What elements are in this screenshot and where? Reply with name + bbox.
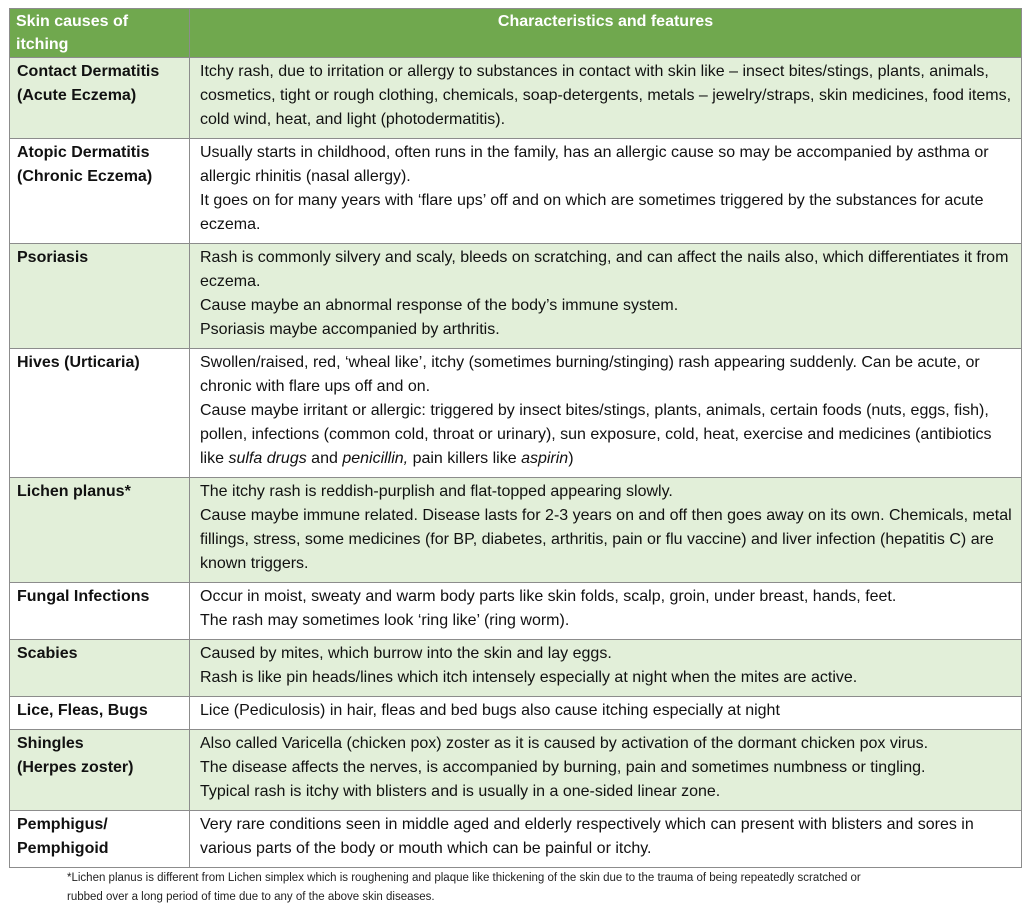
description-paragraph	[200, 642, 1015, 666]
description-paragraph	[200, 246, 1015, 294]
condition-name	[10, 640, 190, 697]
condition-description	[190, 244, 1022, 349]
table-row	[10, 811, 1022, 868]
condition-name	[10, 697, 190, 730]
description-paragraph	[200, 351, 1015, 399]
description-paragraph	[200, 294, 1015, 318]
table-row	[10, 139, 1022, 244]
description-paragraph	[200, 699, 1015, 723]
description-text: Occur in moist, sweaty and warm body parts like skin folds, scalp, groin, under breast, hands, feet.	[200, 588, 897, 605]
description-text: It goes on for many years with ‘flare ups’ off and on which are sometimes triggered by the substances for acute eczema.	[200, 192, 984, 233]
description-paragraph	[200, 141, 1015, 189]
condition-name	[10, 349, 190, 478]
description-text: Also called Varicella (chicken pox) zoster as it is caused by activation of the dormant chicken pox virus.	[200, 735, 929, 752]
table-row	[10, 349, 1022, 478]
header-row	[10, 9, 1022, 58]
description-paragraph	[200, 780, 1015, 804]
condition-name-line: Pemphigoid	[17, 840, 109, 857]
table-row	[10, 640, 1022, 697]
table-row	[10, 58, 1022, 139]
condition-name-line: (Acute Eczema)	[17, 87, 137, 104]
description-text: Rash is commonly silvery and scaly, bleeds on scratching, and can affect the nails also, which differentiates it from eczema.	[200, 249, 1009, 290]
condition-name-line: (Herpes zoster)	[17, 759, 134, 776]
description-text: Rash is like pin heads/lines which itch intensely especially at night when the mites are active.	[200, 669, 858, 686]
description-text: Itchy rash, due to irritation or allergy to substances in contact with skin like – insect bites/stings, plants, animals, cosmetics, tight or rough clothing, chemicals, soap-detergents, metals – jewelry/straps, skin medicines, food items, cold wind, heat, and light (photodermatitis).	[200, 63, 1012, 128]
condition-name-line: Atopic Dermatitis	[17, 144, 150, 161]
italic-drug-name: aspirin	[521, 450, 569, 467]
description-paragraph	[200, 609, 1015, 633]
condition-description	[190, 349, 1022, 478]
condition-description	[190, 697, 1022, 730]
description-text: Psoriasis maybe accompanied by arthritis.	[200, 321, 500, 338]
condition-name-line: Psoriasis	[17, 249, 89, 266]
description-paragraph	[200, 318, 1015, 342]
header-skin-causes: Skin causes of itching	[10, 9, 190, 58]
condition-description	[190, 58, 1022, 139]
description-paragraph	[200, 189, 1015, 237]
footnote: *Lichen planus is different from Lichen simplex which is roughening and plaque like thickening of the skin due to the trauma of being repeatedly scratched or rubbed over a long period of time due to any of the above skin diseases.	[67, 872, 861, 903]
condition-description	[190, 640, 1022, 697]
description-text: Lice (Pediculosis) in hair, fleas and bed bugs also cause itching especially at night	[200, 702, 780, 719]
condition-name	[10, 583, 190, 640]
condition-name-line: Shingles	[17, 735, 84, 752]
document	[9, 8, 1021, 907]
condition-name	[10, 58, 190, 139]
description-text: Cause maybe immune related. Disease lasts for 2-3 years on and off then goes away on its own. Chemicals, metal fillings, stress, some medicines (for BP, diabetes, arthritis, pain or flu vaccine) and liver infection (hepatitis C) are known triggers.	[200, 507, 1012, 572]
condition-description	[190, 139, 1022, 244]
table-row	[10, 244, 1022, 349]
description-text: )	[568, 450, 574, 467]
condition-description	[190, 583, 1022, 640]
condition-name-line: Hives (Urticaria)	[17, 354, 140, 371]
description-paragraph	[200, 756, 1015, 780]
condition-name-line: Contact Dermatitis	[17, 63, 160, 80]
description-text: Caused by mites, which burrow into the skin and lay eggs.	[200, 645, 612, 662]
italic-drug-name: penicillin,	[342, 450, 409, 467]
description-text: pain killers like	[408, 450, 522, 467]
description-paragraph	[200, 480, 1015, 504]
table-header	[10, 9, 1022, 58]
condition-name	[10, 139, 190, 244]
description-text: Cause maybe irritant or allergic: triggered by insect bites/stings, plants, animals, certain foods (nuts, eggs, fish), pollen, infections (common cold, throat or urinary), sun exposure, cold, heat, exercise and medicines (antibiotics like	[200, 402, 992, 467]
description-paragraph	[200, 504, 1015, 576]
condition-name-line: (Chronic Eczema)	[17, 168, 153, 185]
description-text: The rash may sometimes look ‘ring like’ (ring worm).	[200, 612, 570, 629]
description-text: The disease affects the nerves, is accompanied by burning, pain and sometimes numbness or tingling.	[200, 759, 926, 776]
header-characteristics: Characteristics and features	[190, 9, 1022, 58]
description-paragraph	[200, 732, 1015, 756]
condition-name-line: Fungal Infections	[17, 588, 150, 605]
description-text: Swollen/raised, red, ‘wheal like’, itchy (sometimes burning/stinging) rash appearing suddenly. Can be acute, or chronic with flare ups off and on.	[200, 354, 980, 395]
condition-name	[10, 730, 190, 811]
description-text: Usually starts in childhood, often runs in the family, has an allergic cause so may be accompanied by asthma or allergic rhinitis (nasal allergy).	[200, 144, 989, 185]
condition-name	[10, 244, 190, 349]
table-row	[10, 697, 1022, 730]
description-text: Typical rash is itchy with blisters and is usually in a one-sided linear zone.	[200, 783, 721, 800]
description-paragraph	[200, 585, 1015, 609]
table-row	[10, 478, 1022, 583]
condition-description	[190, 730, 1022, 811]
description-text: and	[306, 450, 343, 467]
condition-name-line: Lichen planus*	[17, 483, 131, 500]
itching-causes-table	[9, 8, 1022, 868]
condition-name-line: Pemphigus/	[17, 816, 108, 833]
condition-description	[190, 478, 1022, 583]
description-paragraph	[200, 399, 1015, 471]
condition-name	[10, 811, 190, 868]
condition-description	[190, 811, 1022, 868]
table-row	[10, 730, 1022, 811]
description-text: The itchy rash is reddish-purplish and flat-topped appearing slowly.	[200, 483, 673, 500]
table-row	[10, 583, 1022, 640]
italic-drug-name: sulfa drugs	[228, 450, 307, 467]
description-text: Cause maybe an abnormal response of the body’s immune system.	[200, 297, 679, 314]
table-body	[10, 58, 1022, 868]
condition-name-line: Lice, Fleas, Bugs	[17, 702, 148, 719]
condition-name-line: Scabies	[17, 645, 78, 662]
description-paragraph	[200, 60, 1015, 132]
condition-name	[10, 478, 190, 583]
description-paragraph	[200, 813, 1015, 861]
description-text: Very rare conditions seen in middle aged and elderly respectively which can present with blisters and sores in various parts of the body or mouth which can be painful or itchy.	[200, 816, 974, 857]
description-paragraph	[200, 666, 1015, 690]
